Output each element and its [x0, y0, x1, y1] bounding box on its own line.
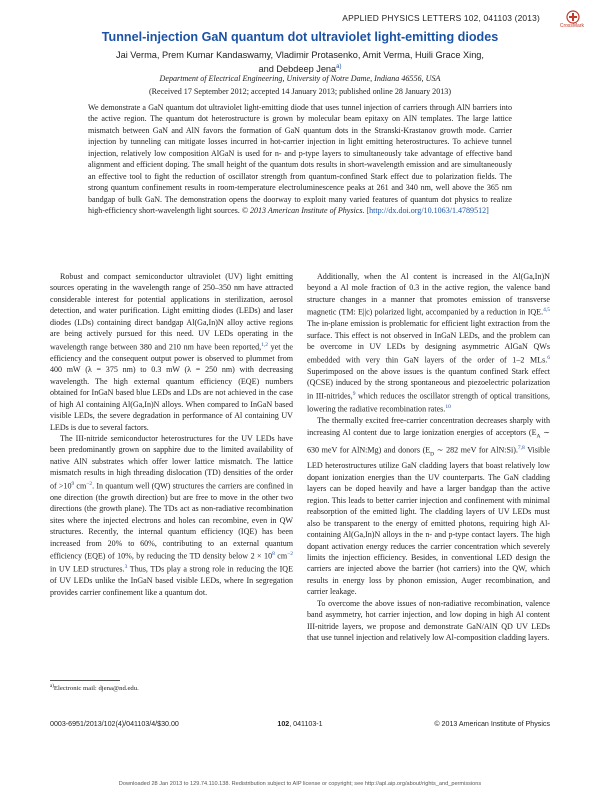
footnote — [50, 684, 293, 692]
footnote-text: Electronic mail: djena@nd.edu. — [53, 685, 139, 693]
crossmark-icon — [540, 10, 584, 24]
crossmark-badge[interactable] — [540, 10, 584, 36]
received-dates: (Received 17 September 2012; accepted 14 January 2013; published online 28 January 2013) — [148, 87, 452, 96]
paper-title: Tunnel-injection GaN quantum dot ultraviolet light-emitting diodes — [101, 30, 499, 44]
body-column-right — [307, 271, 550, 644]
citation-link[interactable]: 6 — [547, 354, 550, 361]
footnote-mark: a) — [50, 684, 54, 689]
doi-link[interactable]: [http://dx.doi.org/10.1063/1.4789512] — [366, 206, 489, 216]
author-list — [80, 49, 520, 75]
authors-line-2: and Debdeep Jena — [258, 64, 337, 75]
citation-link[interactable]: 3 — [124, 564, 128, 571]
citation-link[interactable]: 10 — [445, 404, 451, 410]
paragraph: Robust and compact semiconductor ultraviolet (UV) light emitting sources operating in the wavelength range of 250–350 nm have attracted considerable interest for potential applications in sterilization, aerosol detection, and water purification. Light emitting diodes (LEDs) and laser diodes (LDs) containing direct bandgap Al(Ga,In)N alloy active regions are being actively pursued for this need. UV LEDs operating in the wavelength range between 380 and 210 nm have been reported,$^{1,2}$ yet the efficiency and the consequent output power is observed to plummet from 400 mW (λ = 375 nm) to 0.3 mW (λ = 250 nm) with decreasing wavelength. The high external quantum efficiency (EQE) numbers obtained for InGaN based blue LEDs and LDs are not achieved in the case of high Al containing Al(Ga,In)N alloys. When compared to InGaN based visible LEDs, the severe degradation in performance of Al containing UV LEDs is due to several factors. — [50, 272, 293, 432]
paragraph: The thermally excited free-carrier concentration decreases sharply with increasing Al content due to large ionization energies of acceptors ($E_A$ ∼ 630 meV for AlN:Mg) and donors ($E_D$ ∼ 282 meV for AlN:Si).$^{7,8}$ Visible LED heterostructures utilize GaN cladding layers that boast relatively low dopant ionization energies than the UV counterparts. The GaN cladding layers can be doped heavily and have a larger bandgap than the active region. This leads to better carrier injection and confinement with minimal reabsorption of the emitted light. The cladding layers of UV LEDs must also be transparent to the energy of emitted photons, requiring high Al-containing Al(Ga,In)N alloys in the n- and p-type contact layers. The high dopant activation energy reduces the carrier concentration which severely limits the injection efficiency. Besides, in conventional LED design the carriers are injected above the barrier (hot carriers) into the QW, which results in energy loss by phonon emission, Auger recombination, and carrier leakage. — [307, 416, 550, 597]
crossmark-label: CrossMark — [559, 23, 584, 29]
affiliation: Department of Electrical Engineering, University of Notre Dame, Indiana 46556, USA — [159, 74, 441, 83]
body-column-left — [50, 271, 293, 598]
paragraph: To overcome the above issues of non-radiative recombination, valence band asymmetry, hot carrier injection, and low doping in high Al content III-nitride layers, we propose and demonstrate GaN/AlN QD UV LEDs that use tunnel injection and relatively low Al-composition cladding layers. — [307, 598, 550, 643]
footer-page-number: 102, 041103-1 — [277, 720, 323, 728]
download-notice[interactable]: Downloaded 28 Jan 2013 to 129.74.110.138. Redistribution subject to AIP license or copyright; see http://apl.aip.org/about/rights_and_permissions — [118, 781, 482, 787]
paragraph: Additionally, when the Al content is increased in the Al(Ga,In)N beyond a Al mole fraction of 0.3 in the active region, the valence band structure changes in a manner that promotes emission of transverse magnetic (TM: E||c) polarized light, accompanied by a reduction in IQE.$^{4,5}$ The in-plane emission is problematic for efficient light extraction from the surface. This effect is not observed in InGaN LEDs, and the problem can be overcome in UV LEDs by designing asymmetric AlGaN QWs embedded with very thin GaN layers of the order of 1–2 MLs.$^6$ Superimposed on the above issues is the quantum confined Stark effect (QCSE) induced by the strong spontaneous and piezoelectric polarization in III-nitrides,$^9$ which reduces the oscillator strength of optical transitions, lowering the radiative recombination rates.$^{10}$ — [307, 272, 550, 414]
citation-link[interactable]: 1,2 — [261, 341, 268, 348]
abstract-copyright: © 2013 American Institute of Physics. — [241, 206, 365, 216]
abstract-text: We demonstrate a GaN quantum dot ultraviolet light-emitting diode that uses tunnel injection of carriers through AlN barriers into the active region. The quantum dot heterostructure is grown by molecular beam epitaxy on AlN templates. The large lattice mismatch between GaN and AlN favors the formation of GaN quantum dots in the Stranski-Krastanov growth mode. Carrier injection by tunneling can mitigate losses incurred in hot-carrier injection in light emitting heterostructures. To achieve tunnel injection, relatively low composition AlGaN is used for n- and p-type layers to simultaneously take advantage of effective band alignment and efficient doping. The small height of the quantum dots results in short-wavelength emission and are simultaneously an effective tool to fight the reduction of oscillator strength from quantum-confined Stark effect due to polarization fields. The strong quantum confinement results in room-temperature electroluminescence peaks at 261 and 340 nm, well above the 365 nm bandgap of bulk GaN. The demonstration opens the doorway to exploit many varied features of quantum dot physics to realize high-efficiency short-wavelength light sources. — [88, 103, 512, 216]
citation-link[interactable]: 7,8 — [517, 444, 525, 451]
author-footnote-mark[interactable]: a) — [336, 64, 342, 70]
paragraph: The III-nitride semiconductor heterostructures for the UV LEDs have been predominantly grown on sapphire due to the limited availability of native AlN substrates which offer lower lattice mismatch. The lattice mismatch results in high threading dislocation (TD) densities of the order of $>10^9$ $cm^{-2}$. In quantum well (QW) structures the carriers are confined in one direction (the growth direction) but are free to move in the other two directions (the growth plane). The TDs act as non-radiative recombination sites where the injected electrons and holes can recombine, even in QW structures. Recently, the internal quantum efficiency (IQE) has been increased from 20% to 60%, contributing to an external quantum efficiency (EQE) of 10%, by reducing the TD density below $2 \times 10^8$ $cm^{-2}$ in UV LED structures.$^3$ Thus, TDs play a strong role in reducing the IQE of UV LEDs unlike the InGaN based visible LEDs, where In segregation provides carrier confinement like a quantum dot. — [50, 434, 293, 597]
footer-copyright: © 2013 American Institute of Physics — [434, 720, 550, 728]
journal-header: APPLIED PHYSICS LETTERS 102, 041103 (2013) — [342, 13, 540, 23]
authors-line-1: Jai Verma, Prem Kumar Kandaswamy, Vladimir Protasenko, Amit Verma, Huili Grace Xing, — [116, 50, 484, 60]
footer-code: 0003-6951/2013/102(4)/041103/4/$30.00 — [50, 720, 179, 728]
citation-link[interactable]: 9 — [352, 390, 356, 397]
footnote-divider — [50, 680, 120, 681]
citation-link[interactable]: 4,5 — [543, 307, 550, 314]
abstract — [88, 102, 512, 217]
